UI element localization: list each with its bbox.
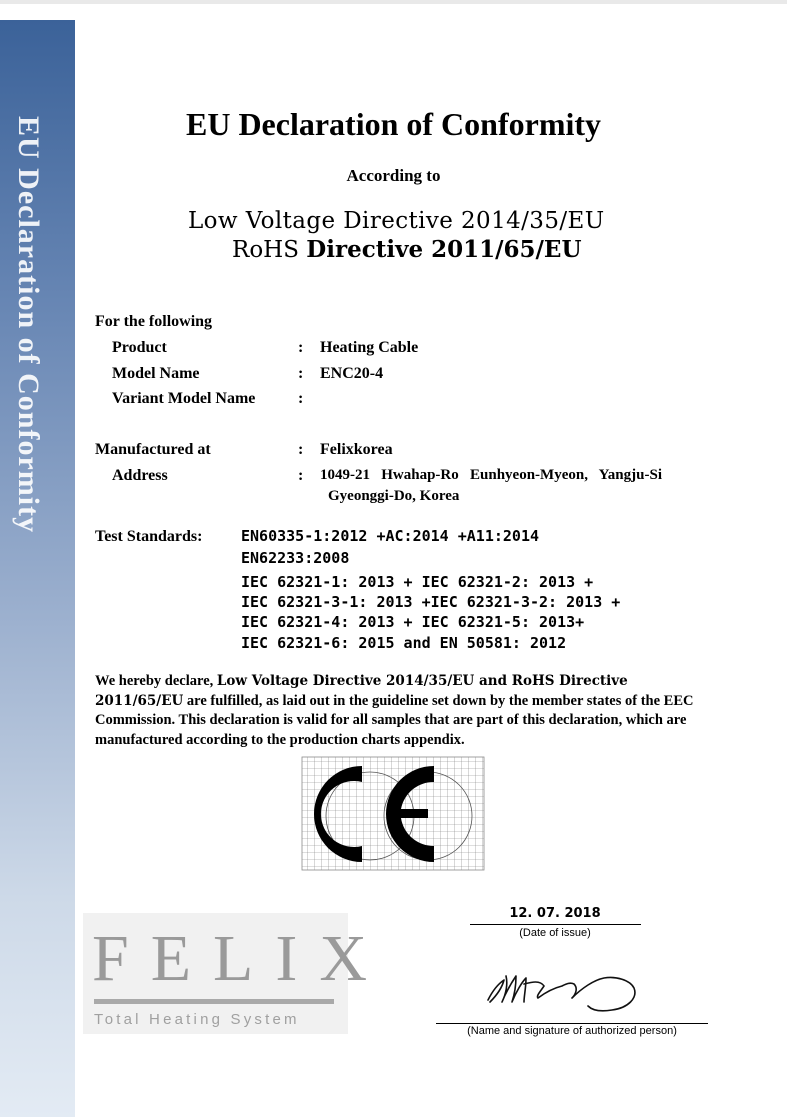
declaration-prefix: We hereby declare, [95, 673, 214, 689]
colon: : [298, 441, 304, 458]
side-banner-text: EU Declaration of Conformity [12, 116, 45, 534]
felix-logo [83, 913, 389, 1034]
address-line-2: Gyeonggi-Do, Korea [328, 488, 460, 504]
section-heading-product: For the following [95, 313, 213, 330]
colon: : [298, 339, 304, 356]
according-to-label: According to [346, 166, 441, 185]
colon: : [298, 467, 304, 484]
test-standards-label: Test Standards: [95, 528, 203, 545]
variant-label: Variant Model Name [112, 390, 256, 407]
directive-lvd: Low Voltage Directive 2014/35/EU [188, 208, 605, 234]
model-value: ENC20-4 [320, 365, 384, 382]
colon: : [298, 365, 304, 382]
logo-divider [94, 999, 334, 1004]
issue-date: 12. 07. 2018 [509, 906, 601, 921]
standard-line: IEC 62321-6: 2015 and EN 50581: 2012 [241, 634, 567, 652]
manufacturer-name: Felixkorea [320, 441, 393, 458]
directive-rohs-text: Directive 2011/65/EU [306, 236, 582, 263]
signature-underline [436, 1023, 708, 1024]
standard-line: EN60335-1:2012 +AC:2014 +A11:2014 [241, 527, 540, 545]
declaration-paragraph [95, 672, 695, 750]
signature-image [482, 962, 642, 1020]
signature-label: (Name and signature of authorized person) [467, 1025, 677, 1037]
standard-line: EN62233:2008 [241, 549, 350, 567]
directive-rohs-prefix: RoHS [232, 237, 299, 263]
date-underline [470, 924, 641, 925]
date-of-issue-label: (Date of issue) [519, 927, 591, 939]
top-border [0, 0, 787, 4]
ce-mark-icon [300, 754, 488, 874]
logo-tagline: Total Heating System [94, 1011, 300, 1028]
product-value: Heating Cable [320, 339, 419, 356]
document-title: EU Declaration of Conformity [185, 106, 602, 142]
address-label: Address [112, 467, 168, 484]
standard-line: IEC 62321-1: 2013 + IEC 62321-2: 2013 + [241, 573, 594, 591]
standard-line: IEC 62321-4: 2013 + IEC 62321-5: 2013+ [241, 613, 585, 631]
standard-line: IEC 62321-3-1: 2013 +IEC 62321-3-2: 2013 + [241, 593, 621, 611]
manufactured-at-label: Manufactured at [95, 441, 211, 458]
model-label: Model Name [112, 365, 200, 382]
address-line-1: 1049-21 Hwahap-Ro Eunhyeon-Myeon, Yangju-Si [320, 467, 662, 483]
declaration-highlight: Low Voltage Directive 2014/35/EU and RoHS Directive 2011/65/EU [95, 673, 628, 709]
product-label: Product [112, 339, 167, 356]
declaration-suffix: are fulfilled, as laid out in the guideline set down by the member states of the EEC Commission. This declaration is valid for all samples that are part of this declaration, which are manufactured according to the production charts appendix. [95, 692, 694, 748]
logo-wordmark: FELIX [92, 922, 389, 995]
colon: : [298, 390, 304, 407]
directive-rohs [232, 236, 582, 263]
